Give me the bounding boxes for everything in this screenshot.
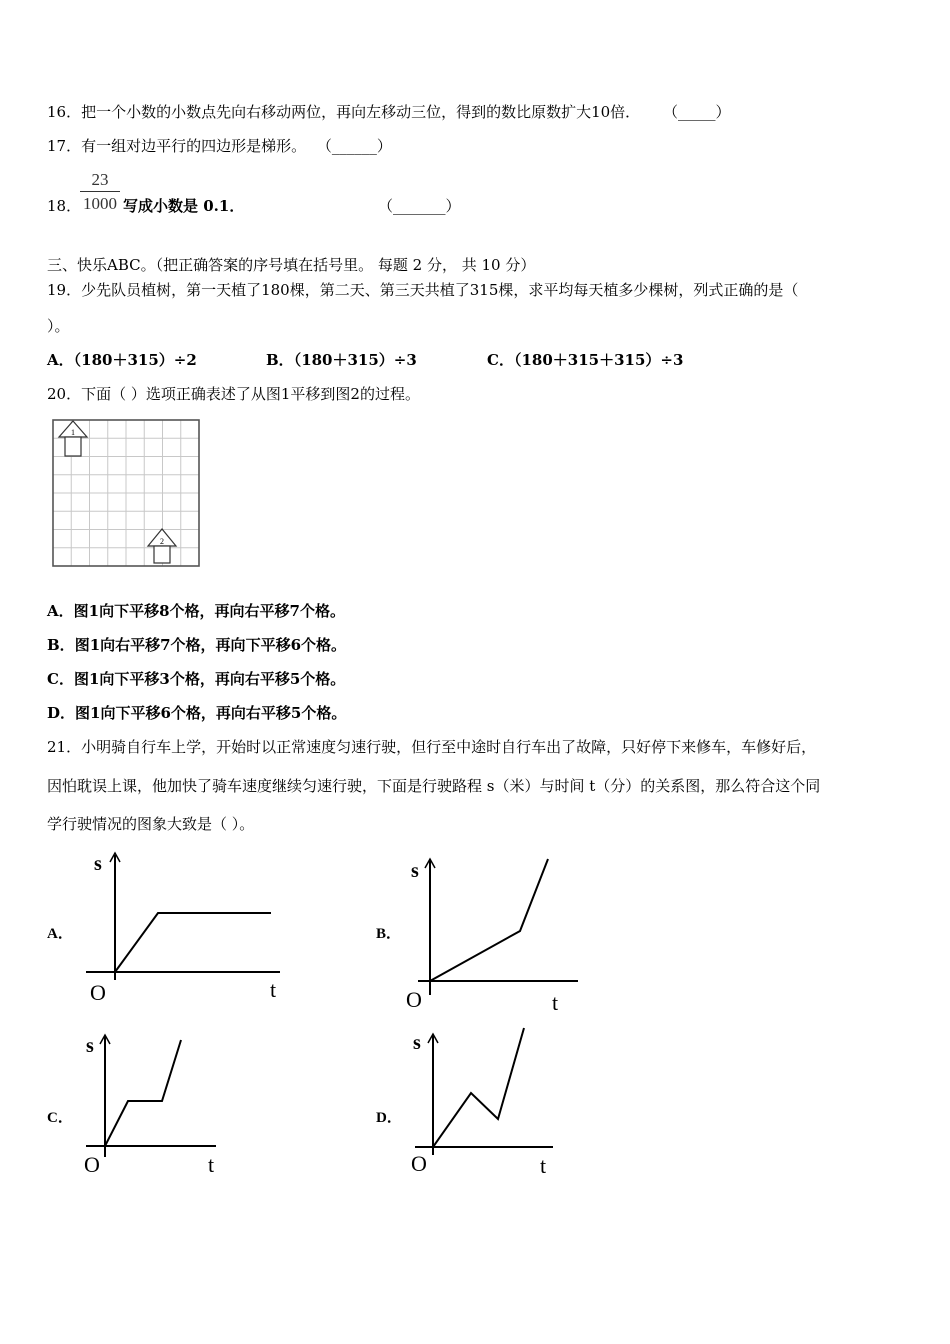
option-c: C．图1向下平移3个格，再向右平移5个格。 bbox=[47, 670, 346, 688]
question-19 bbox=[47, 280, 798, 300]
graph-d bbox=[405, 1025, 565, 1180]
answer-blank: （_______） bbox=[378, 197, 461, 215]
question-text: 少先队员植树，第一天植了180棵，第二天、第三天共植了315棵，求平均每天植多少棵树，列式正确的是（ bbox=[81, 281, 799, 299]
graph-a-label: A． bbox=[47, 926, 73, 942]
question-text: 有一组对边平行的四边形是梯形。 bbox=[81, 137, 307, 155]
question-18-text: 写成小数是 0.1． bbox=[123, 197, 245, 215]
question-20 bbox=[47, 384, 420, 404]
fraction-denominator: 1000 bbox=[83, 194, 117, 213]
question-19-line2: ）。 bbox=[47, 317, 70, 335]
question-17 bbox=[47, 136, 392, 156]
origin-label: O bbox=[406, 987, 422, 1012]
graph-b bbox=[400, 855, 590, 1015]
question-number: 19． bbox=[47, 281, 82, 299]
question-text: 小明骑自行车上学，开始时以正常速度匀速行驶，但行至中途时自行车出了故障，只好停下来修车，车修好后， bbox=[81, 738, 817, 756]
fraction-bar bbox=[80, 191, 120, 192]
option-b: B．（180＋315）÷3 bbox=[266, 351, 417, 369]
question-text: 下面（ ）选项正确表述了从图1平移到图2的过程。 bbox=[81, 385, 420, 403]
answer-blank: （_____） bbox=[662, 103, 731, 121]
option-b: B．图1向右平移7个格，再向下平移6个格。 bbox=[47, 636, 347, 654]
x-axis-label: t bbox=[270, 977, 277, 1002]
graph-c bbox=[80, 1030, 230, 1180]
question-21-line3: 学行驶情况的图象大致是（ ）。 bbox=[47, 815, 255, 833]
question-number: 20． bbox=[47, 385, 82, 403]
question-number: 21． bbox=[47, 738, 82, 756]
house-figure-2 bbox=[148, 529, 176, 563]
origin-label: O bbox=[84, 1152, 100, 1177]
x-axis-label: t bbox=[208, 1152, 215, 1177]
question-18-number: 18． bbox=[47, 197, 82, 215]
fraction-numerator: 23 bbox=[91, 170, 109, 189]
question-number: 16． bbox=[47, 103, 82, 121]
x-axis-label: t bbox=[552, 990, 559, 1015]
section-title: 三、快乐ABC。（把正确答案的序号填在括号里。 每题 2 分， 共 10 分） bbox=[47, 256, 536, 274]
question-21 bbox=[47, 737, 816, 757]
y-axis-label: s bbox=[413, 1032, 421, 1054]
question-16 bbox=[47, 102, 730, 122]
option-c: C．（180＋315＋315）÷3 bbox=[487, 351, 684, 369]
figure-1-label: 1 bbox=[71, 428, 75, 437]
graph-a bbox=[80, 845, 290, 1015]
option-a: A．图1向下平移8个格，再向右平移7个格。 bbox=[47, 602, 345, 620]
y-axis-label: s bbox=[86, 1035, 94, 1057]
y-axis-label: s bbox=[411, 860, 419, 882]
answer-blank: （______） bbox=[316, 137, 392, 155]
question-text: 把一个小数的小数点先向右移动两位，再向左移动三位，得到的数比原数扩大10倍． bbox=[81, 103, 641, 121]
graph-b-label: B． bbox=[376, 926, 402, 942]
fraction bbox=[80, 170, 120, 214]
graph-c-label: C． bbox=[47, 1110, 73, 1126]
y-axis-label: s bbox=[94, 853, 102, 875]
option-a: A．（180＋315）÷2 bbox=[47, 351, 197, 369]
figure-2-label: 2 bbox=[160, 537, 164, 546]
option-d: D．图1向下平移6个格，再向右平移5个格。 bbox=[47, 704, 347, 722]
x-axis-label: t bbox=[540, 1153, 547, 1178]
origin-label: O bbox=[90, 980, 106, 1005]
origin-label: O bbox=[411, 1151, 427, 1176]
translation-grid-figure bbox=[50, 417, 202, 569]
question-number: 17． bbox=[47, 137, 82, 155]
graph-d-label: D． bbox=[376, 1110, 402, 1126]
question-21-line2: 因怕耽误上课，他加快了骑车速度继续匀速行驶，下面是行驶路程 s（米）与时间 t（分）的关系图，那么符合这个同 bbox=[47, 777, 821, 795]
